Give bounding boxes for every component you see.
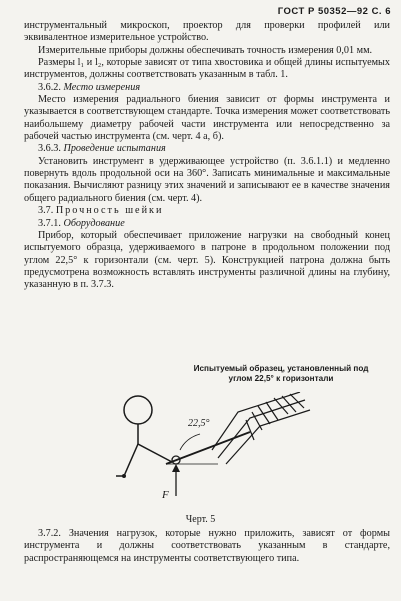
tail-text — [24, 528, 390, 565]
chuck — [212, 392, 310, 464]
section-number: 3.6.3. — [38, 143, 61, 155]
paragraph: Установить инструмент в удерживающее устройство (п. 3.6.1.1) и медленно повернуть вдоль продольной оси на 360°. Записать минимальные и максимальные показания. Вычисляют разницу этих значений и записывают ее в качестве значения общего радиального биения (см. черт. 4). — [24, 155, 390, 204]
section-title: Оборудование — [63, 217, 125, 229]
section-heading-3-7-1 — [24, 218, 390, 230]
figure-caption: Испытуемый образец, установленный под углом 22,5° к горизонтали — [193, 364, 369, 383]
force-label: F — [162, 489, 169, 501]
section-heading-3-6-3 — [24, 143, 390, 155]
section-heading-3-7 — [24, 205, 390, 217]
section-number: 3.7. — [38, 205, 54, 217]
paragraph: 3.7.2. Значения нагрузок, которые нужно приложить, зависят от формы инструмента и должны соответствовать указанным в стандарте, распространяющемся на инструменты соответствующего типа. — [24, 528, 390, 564]
paragraph: инструментальный микроскоп, проектор для проверки профилей или эквивалентное измерительное устройство. — [24, 20, 390, 44]
paragraph: Прибор, который обеспечивает приложение нагрузки на свободный конец испытуемого образца, удерживаемого в патроне в продольном положении под углом 22,5° к горизонтали (см. черт. 5). Конструкцией патрона должна быть предусмотрена возможность вставлять инструменты различной длины на глубину, указанную в п. 3.7.3. — [24, 229, 390, 291]
section-number: 3.7.1. — [38, 217, 61, 229]
section-number: 3.6.2. — [38, 81, 61, 93]
figure-label: Черт. 5 — [185, 514, 216, 525]
section-heading-3-6-2 — [24, 82, 390, 94]
body-text — [24, 20, 390, 292]
angle-label: 22,5° — [188, 418, 210, 429]
standard-header: ГОСТ Р 50352—92 С. 6 — [277, 6, 391, 17]
section-title: Проведение испытания — [63, 143, 166, 155]
paragraph: Размеры l₁ и l₂, которые зависят от типа хвостовика и общей длины испытуемых инструментов, должны соответствовать указанным в табл. 1. — [24, 57, 390, 81]
paragraph: Место измерения радиального биения зависит от формы инструмента и указывается в соответствующем стандарте. Точка измерения может соответствовать наибольшему диаметру рабочей части инструмента или непосредственно за рабочей частью инструмента (см. черт. 4 а, б). — [24, 94, 390, 143]
weight-ball — [124, 396, 152, 424]
lever-arm — [138, 424, 172, 462]
section-title: Место измерения — [63, 81, 141, 93]
section-title: Прочность шейки — [55, 205, 164, 217]
lever-support — [116, 444, 138, 476]
lever-pivot — [122, 474, 126, 478]
figure-drawing — [100, 392, 320, 512]
paragraph: Измерительные приборы должны обеспечивать точность измерения 0,01 мм. — [38, 44, 373, 56]
specimen — [166, 432, 250, 464]
force-arrowhead — [172, 464, 180, 472]
angle-arc — [180, 434, 200, 450]
figure-5 — [0, 364, 401, 532]
